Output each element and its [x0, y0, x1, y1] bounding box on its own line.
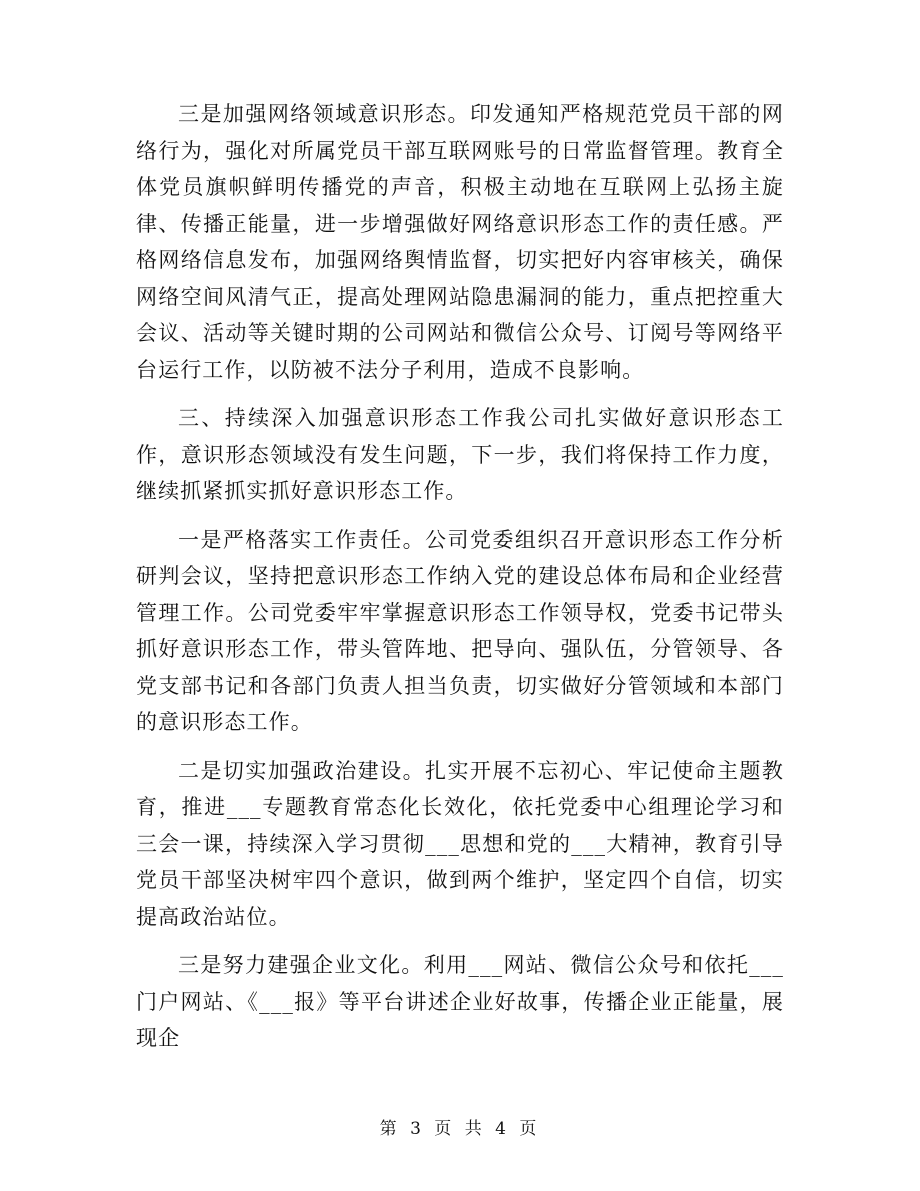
paragraph-political-construction: 二是切实加强政治建设。扎实开展不忘初心、牢记使命主题教育，推进___专题教育常态化长效化，依托党委中心组理论学习和三会一课，持续深入学习贯彻___思想和党的___大精神，教育引导党员干部坚决树牢四个意识，做到两个维护，坚定四个自信，切实提高政治站位。	[136, 758, 784, 929]
paragraph-work-responsibility: 一是严格落实工作责任。公司党委组织召开意识形态工作分析研判会议，坚持把意识形态工作纳入党的建设总体布局和企业经营管理工作。公司党委牢牢掌握意识形态工作领导权，党委书记带头抓好意识形态工作，带头管阵地、把导向、强队伍，分管领导、各党支部书记和各部门负责人担当负责，切实做好分管领域和本部门的意识形态工作。	[136, 527, 784, 734]
paragraph-corporate-culture: 三是努力建强企业文化。利用___网站、微信公众号和依托___门户网站、《___报》等平台讲述企业好故事，传播企业正能量，展现企	[136, 953, 784, 1050]
document-body	[136, 96, 784, 1069]
paragraph-section-three: 三、持续深入加强意识形态工作我公司扎实做好意识形态工作，意识形态领域没有发生问题，下一步，我们将保持工作力度，继续抓紧抓实抓好意识形态工作。	[136, 406, 784, 503]
page-number-footer: 第 3 页 共 4 页	[379, 1119, 541, 1139]
paragraph-network-ideology: 三是加强网络领域意识形态。印发通知严格规范党员干部的网络行为，强化对所属党员干部互联网账号的日常监督管理。教育全体党员旗帜鲜明传播党的声音，积极主动地在互联网上弘扬主旋律、传播正能量，进一步增强做好网络意识形态工作的责任感。严格网络信息发布，加强网络舆情监督，切实把好内容审核关，确保网络空间风清气正，提高处理网站隐患漏洞的能力，重点把控重大会议、活动等关键时期的公司网站和微信公众号、订阅号等网络平台运行工作，以防被不法分子利用，造成不良影响。	[136, 102, 784, 382]
